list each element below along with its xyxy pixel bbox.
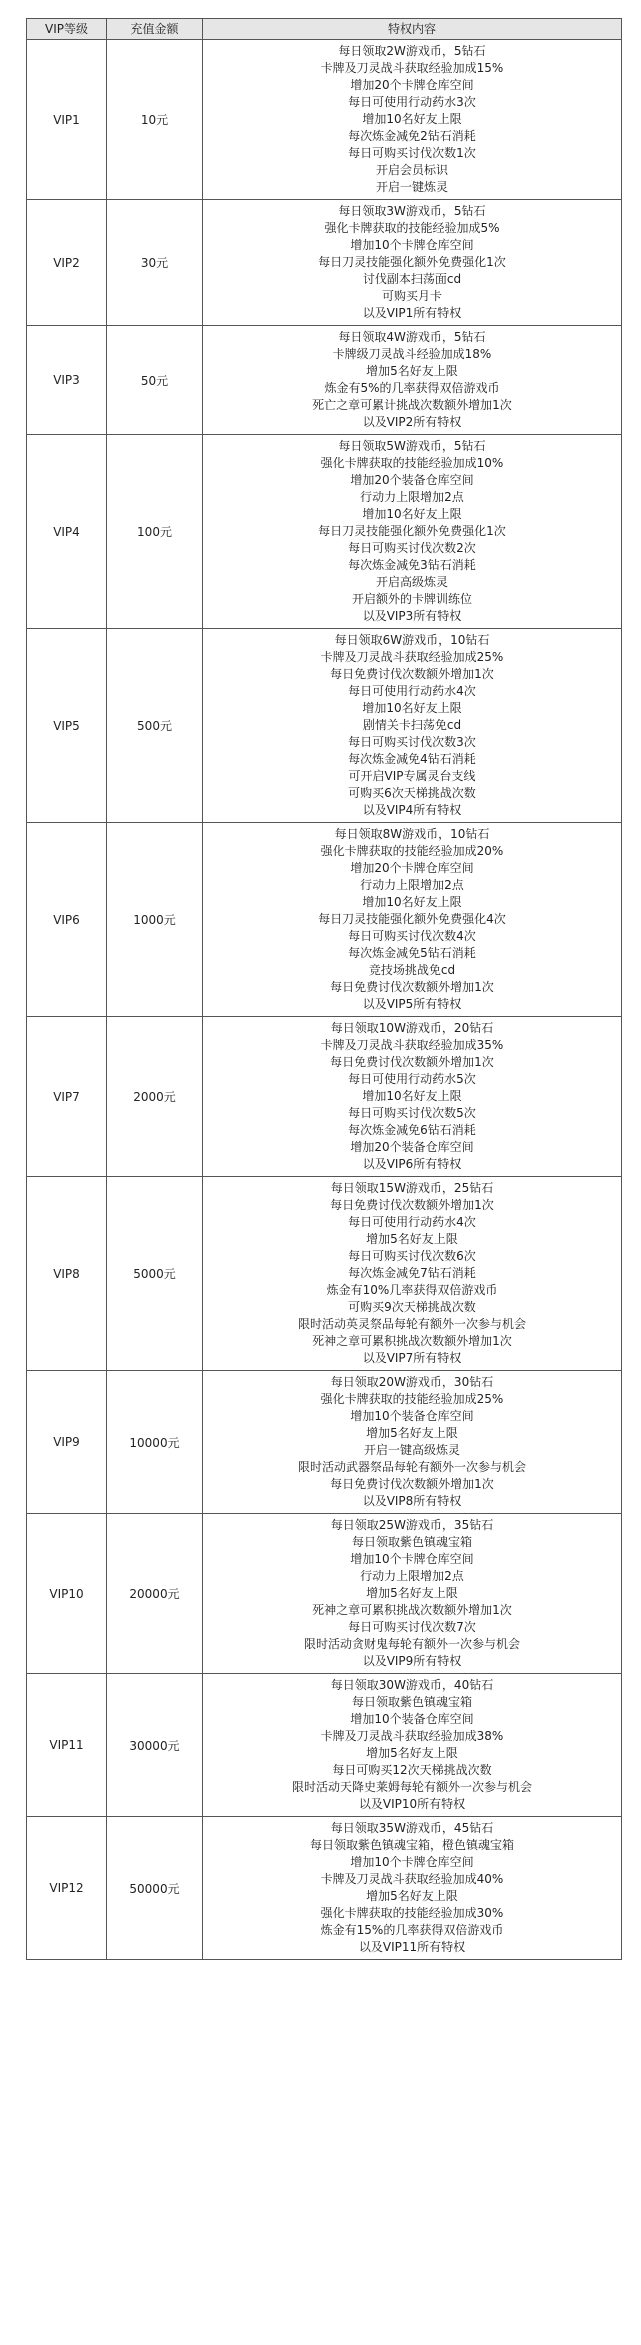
privilege-item: 每日领取20W游戏币，30钻石 — [330, 1375, 494, 1389]
privilege-item: 每日可购买讨伐次数2次 — [348, 541, 476, 555]
privilege-item: 卡牌及刀灵战斗获取经验加成38% — [320, 1729, 504, 1743]
privilege-item: 增加20个卡牌仓库空间 — [350, 861, 474, 875]
privilege-item: 增加5名好友上限 — [366, 1586, 458, 1600]
privilege-item: 每日可购买讨伐次数4次 — [348, 929, 476, 943]
table-row — [27, 1674, 622, 1817]
privilege-item: 开启高级炼灵 — [375, 575, 448, 589]
recharge-amount-cell: 10元 — [107, 40, 203, 200]
privileges-cell — [203, 629, 622, 823]
header-vip-level: VIP等级 — [27, 19, 107, 40]
vip-level-cell: VIP2 — [27, 200, 107, 326]
privilege-item: 炼金有5%的几率获得双倍游戏币 — [324, 381, 500, 395]
header-recharge-amount: 充值金额 — [107, 19, 203, 40]
privilege-item: 强化卡牌获取的技能经验加成10% — [320, 456, 504, 470]
privilege-item: 以及VIP6所有特权 — [362, 1157, 462, 1171]
privilege-item: 以及VIP11所有特权 — [358, 1940, 466, 1954]
privileges-cell — [203, 1371, 622, 1514]
privilege-item: 增加10名好友上限 — [362, 1089, 462, 1103]
privilege-item: 每日领取25W游戏币，35钻石 — [330, 1518, 494, 1532]
privilege-item: 增加10名好友上限 — [362, 507, 462, 521]
table-header-row — [27, 19, 622, 40]
privilege-item: 每日领取紫色镇魂宝箱，橙色镇魂宝箱 — [309, 1838, 514, 1852]
privilege-item: 以及VIP1所有特权 — [362, 306, 462, 320]
privilege-item: 可购买9次天梯挑战次数 — [348, 1300, 476, 1314]
privilege-item: 每日领取10W游戏币，20钻石 — [330, 1021, 494, 1035]
vip-level-cell: VIP9 — [27, 1371, 107, 1514]
table-body — [27, 40, 622, 1960]
privilege-item: 每日领取6W游戏币，10钻石 — [334, 633, 490, 647]
recharge-amount-cell: 50000元 — [107, 1817, 203, 1960]
header-privileges: 特权内容 — [203, 19, 622, 40]
privilege-item: 每日领取15W游戏币，25钻石 — [330, 1181, 494, 1195]
privilege-item: 每日领取紫色镇魂宝箱 — [351, 1535, 472, 1549]
privilege-item: 限时活动天降史莱姆每轮有额外一次参与机会 — [291, 1780, 532, 1794]
privilege-item: 每日领取8W游戏币，10钻石 — [334, 827, 490, 841]
privileges-cell — [203, 435, 622, 629]
recharge-amount-cell: 20000元 — [107, 1514, 203, 1674]
privilege-item: 增加10名好友上限 — [362, 895, 462, 909]
privilege-item: 卡牌及刀灵战斗获取经验加成25% — [320, 650, 504, 664]
privilege-item: 卡牌及刀灵战斗获取经验加成40% — [320, 1872, 504, 1886]
privileges-cell — [203, 1177, 622, 1371]
privilege-item: 卡牌级刀灵战斗经验加成18% — [332, 347, 492, 361]
table-row — [27, 200, 622, 326]
privilege-item: 可开启VIP专属灵台支线 — [348, 769, 476, 783]
privilege-item: 死神之章可累积挑战次数额外增加1次 — [312, 1334, 512, 1348]
vip-level-cell: VIP10 — [27, 1514, 107, 1674]
privilege-item: 每日可使用行动药水4次 — [348, 1215, 476, 1229]
privilege-item: 每日可使用行动药水5次 — [348, 1072, 476, 1086]
privilege-item: 增加10名好友上限 — [362, 701, 462, 715]
privilege-item: 以及VIP3所有特权 — [362, 609, 462, 623]
privilege-item: 竞技场挑战免cd — [368, 963, 456, 977]
privilege-item: 每日可使用行动药水3次 — [348, 95, 476, 109]
privilege-item: 每日刀灵技能强化额外免费强化1次 — [318, 255, 506, 269]
privilege-item: 增加10个卡牌仓库空间 — [350, 1855, 474, 1869]
privileges-cell — [203, 1514, 622, 1674]
vip-level-cell: VIP6 — [27, 823, 107, 1017]
privilege-item: 强化卡牌获取的技能经验加成20% — [320, 844, 504, 858]
privilege-item: 每次炼金减免2钻石消耗 — [348, 129, 476, 143]
privilege-item: 每次炼金减免6钻石消耗 — [348, 1123, 476, 1137]
privilege-item: 每日领取3W游戏币，5钻石 — [338, 204, 486, 218]
privilege-item: 强化卡牌获取的技能经验加成25% — [320, 1392, 504, 1406]
vip-level-cell: VIP5 — [27, 629, 107, 823]
privilege-item: 每日刀灵技能强化额外免费强化1次 — [318, 524, 506, 538]
table-row — [27, 629, 622, 823]
privilege-item: 每日免费讨伐次数额外增加1次 — [330, 667, 494, 681]
privilege-item: 剧情关卡扫荡免cd — [362, 718, 462, 732]
privilege-item: 增加20个装备仓库空间 — [350, 473, 474, 487]
privilege-item: 每日可购买12次天梯挑战次数 — [332, 1763, 492, 1777]
table-row — [27, 1177, 622, 1371]
privilege-item: 增加10个装备仓库空间 — [350, 1409, 474, 1423]
privilege-item: 卡牌及刀灵战斗获取经验加成35% — [320, 1038, 504, 1052]
privileges-cell — [203, 200, 622, 326]
privilege-item: 强化卡牌获取的技能经验加成30% — [320, 1906, 504, 1920]
table-row — [27, 823, 622, 1017]
privileges-cell — [203, 1017, 622, 1177]
recharge-amount-cell: 100元 — [107, 435, 203, 629]
privilege-item: 每日可购买讨伐次数1次 — [348, 146, 476, 160]
privilege-item: 限时活动武器祭品每轮有额外一次参与机会 — [297, 1460, 526, 1474]
privilege-item: 每日领取4W游戏币，5钻石 — [338, 330, 486, 344]
privilege-item: 讨伐副本扫荡面cd — [362, 272, 462, 286]
privilege-item: 每日可购买讨伐次数5次 — [348, 1106, 476, 1120]
privilege-item: 以及VIP2所有特权 — [362, 415, 462, 429]
privilege-item: 死亡之章可累计挑战次数额外增加1次 — [312, 398, 512, 412]
recharge-amount-cell: 10000元 — [107, 1371, 203, 1514]
vip-level-cell: VIP3 — [27, 326, 107, 435]
privilege-item: 增加10个卡牌仓库空间 — [350, 238, 474, 252]
privilege-item: 开启一键高级炼灵 — [363, 1443, 460, 1457]
privilege-item: 每日可使用行动药水4次 — [348, 684, 476, 698]
privilege-item: 每次炼金减免4钻石消耗 — [348, 752, 476, 766]
privilege-item: 可购买6次天梯挑战次数 — [348, 786, 476, 800]
privilege-item: 每日领取2W游戏币，5钻石 — [338, 44, 486, 58]
privilege-item: 增加20个装备仓库空间 — [350, 1140, 474, 1154]
privilege-item: 行动力上限增加2点 — [360, 878, 464, 892]
privilege-item: 增加10个装备仓库空间 — [350, 1712, 474, 1726]
privilege-item: 以及VIP7所有特权 — [362, 1351, 462, 1365]
privileges-cell — [203, 1674, 622, 1817]
privilege-item: 每日领取30W游戏币，40钻石 — [330, 1678, 494, 1692]
privilege-item: 增加5名好友上限 — [366, 1889, 458, 1903]
privilege-item: 每次炼金减免5钻石消耗 — [348, 946, 476, 960]
table-row — [27, 326, 622, 435]
vip-level-cell: VIP11 — [27, 1674, 107, 1817]
privilege-item: 每日可购买讨伐次数3次 — [348, 735, 476, 749]
privilege-item: 炼金有15%的几率获得双倍游戏币 — [320, 1923, 504, 1937]
privilege-item: 以及VIP5所有特权 — [362, 997, 462, 1011]
privilege-item: 限时活动英灵祭品每轮有额外一次参与机会 — [297, 1317, 526, 1331]
privilege-item: 每日可购买讨伐次数7次 — [348, 1620, 476, 1634]
privilege-item: 每次炼金减免3钻石消耗 — [348, 558, 476, 572]
privilege-item: 炼金有10%几率获得双倍游戏币 — [326, 1283, 498, 1297]
privilege-item: 每日免费讨伐次数额外增加1次 — [330, 980, 494, 994]
privilege-item: 限时活动贪财鬼每轮有额外一次参与机会 — [303, 1637, 520, 1651]
privilege-item: 以及VIP8所有特权 — [362, 1494, 462, 1508]
privilege-item: 每次炼金减免7钻石消耗 — [348, 1266, 476, 1280]
recharge-amount-cell: 30元 — [107, 200, 203, 326]
privilege-item: 死神之章可累积挑战次数额外增加1次 — [312, 1603, 512, 1617]
recharge-amount-cell: 1000元 — [107, 823, 203, 1017]
vip-level-cell: VIP4 — [27, 435, 107, 629]
vip-level-cell: VIP1 — [27, 40, 107, 200]
recharge-amount-cell: 5000元 — [107, 1177, 203, 1371]
privilege-item: 行动力上限增加2点 — [360, 1569, 464, 1583]
privilege-item: 增加5名好友上限 — [366, 364, 458, 378]
table-row — [27, 1817, 622, 1960]
privileges-cell — [203, 823, 622, 1017]
privilege-item: 每日可购买讨伐次数6次 — [348, 1249, 476, 1263]
privilege-item: 以及VIP4所有特权 — [362, 803, 462, 817]
vip-privilege-table — [26, 18, 622, 1960]
privilege-item: 行动力上限增加2点 — [360, 490, 464, 504]
privilege-item: 开启额外的卡牌训练位 — [351, 592, 472, 606]
privilege-item: 每日免费讨伐次数额外增加1次 — [330, 1055, 494, 1069]
privilege-item: 每日刀灵技能强化额外免费强化4次 — [318, 912, 506, 926]
table-row — [27, 1514, 622, 1674]
privilege-item: 以及VIP10所有特权 — [358, 1797, 466, 1811]
privilege-item: 开启会员标识 — [375, 163, 448, 177]
privilege-item: 增加5名好友上限 — [366, 1426, 458, 1440]
vip-level-cell: VIP7 — [27, 1017, 107, 1177]
vip-level-cell: VIP12 — [27, 1817, 107, 1960]
privilege-item: 每日领取5W游戏币，5钻石 — [338, 439, 486, 453]
table-row — [27, 40, 622, 200]
privilege-item: 每日免费讨伐次数额外增加1次 — [330, 1477, 494, 1491]
vip-level-cell: VIP8 — [27, 1177, 107, 1371]
table-row — [27, 1371, 622, 1514]
recharge-amount-cell: 500元 — [107, 629, 203, 823]
privileges-cell — [203, 1817, 622, 1960]
privilege-item: 增加20个卡牌仓库空间 — [350, 78, 474, 92]
table-row — [27, 1017, 622, 1177]
privilege-item: 每日免费讨伐次数额外增加1次 — [330, 1198, 494, 1212]
privilege-item: 增加10个卡牌仓库空间 — [350, 1552, 474, 1566]
privileges-cell — [203, 40, 622, 200]
privilege-item: 强化卡牌获取的技能经验加成5% — [324, 221, 500, 235]
recharge-amount-cell: 30000元 — [107, 1674, 203, 1817]
table-row — [27, 435, 622, 629]
privilege-item: 增加10名好友上限 — [362, 112, 462, 126]
privileges-cell — [203, 326, 622, 435]
privilege-item: 每日领取紫色镇魂宝箱 — [351, 1695, 472, 1709]
privilege-item: 增加5名好友上限 — [366, 1232, 458, 1246]
privilege-item: 可购买月卡 — [381, 289, 442, 303]
privilege-item: 以及VIP9所有特权 — [362, 1654, 462, 1668]
privilege-item: 每日领取35W游戏币，45钻石 — [330, 1821, 494, 1835]
vip-privilege-table-container — [26, 18, 621, 1960]
recharge-amount-cell: 50元 — [107, 326, 203, 435]
privilege-item: 开启一键炼灵 — [375, 180, 448, 194]
privilege-item: 卡牌及刀灵战斗获取经验加成15% — [320, 61, 504, 75]
recharge-amount-cell: 2000元 — [107, 1017, 203, 1177]
privilege-item: 增加5名好友上限 — [366, 1746, 458, 1760]
